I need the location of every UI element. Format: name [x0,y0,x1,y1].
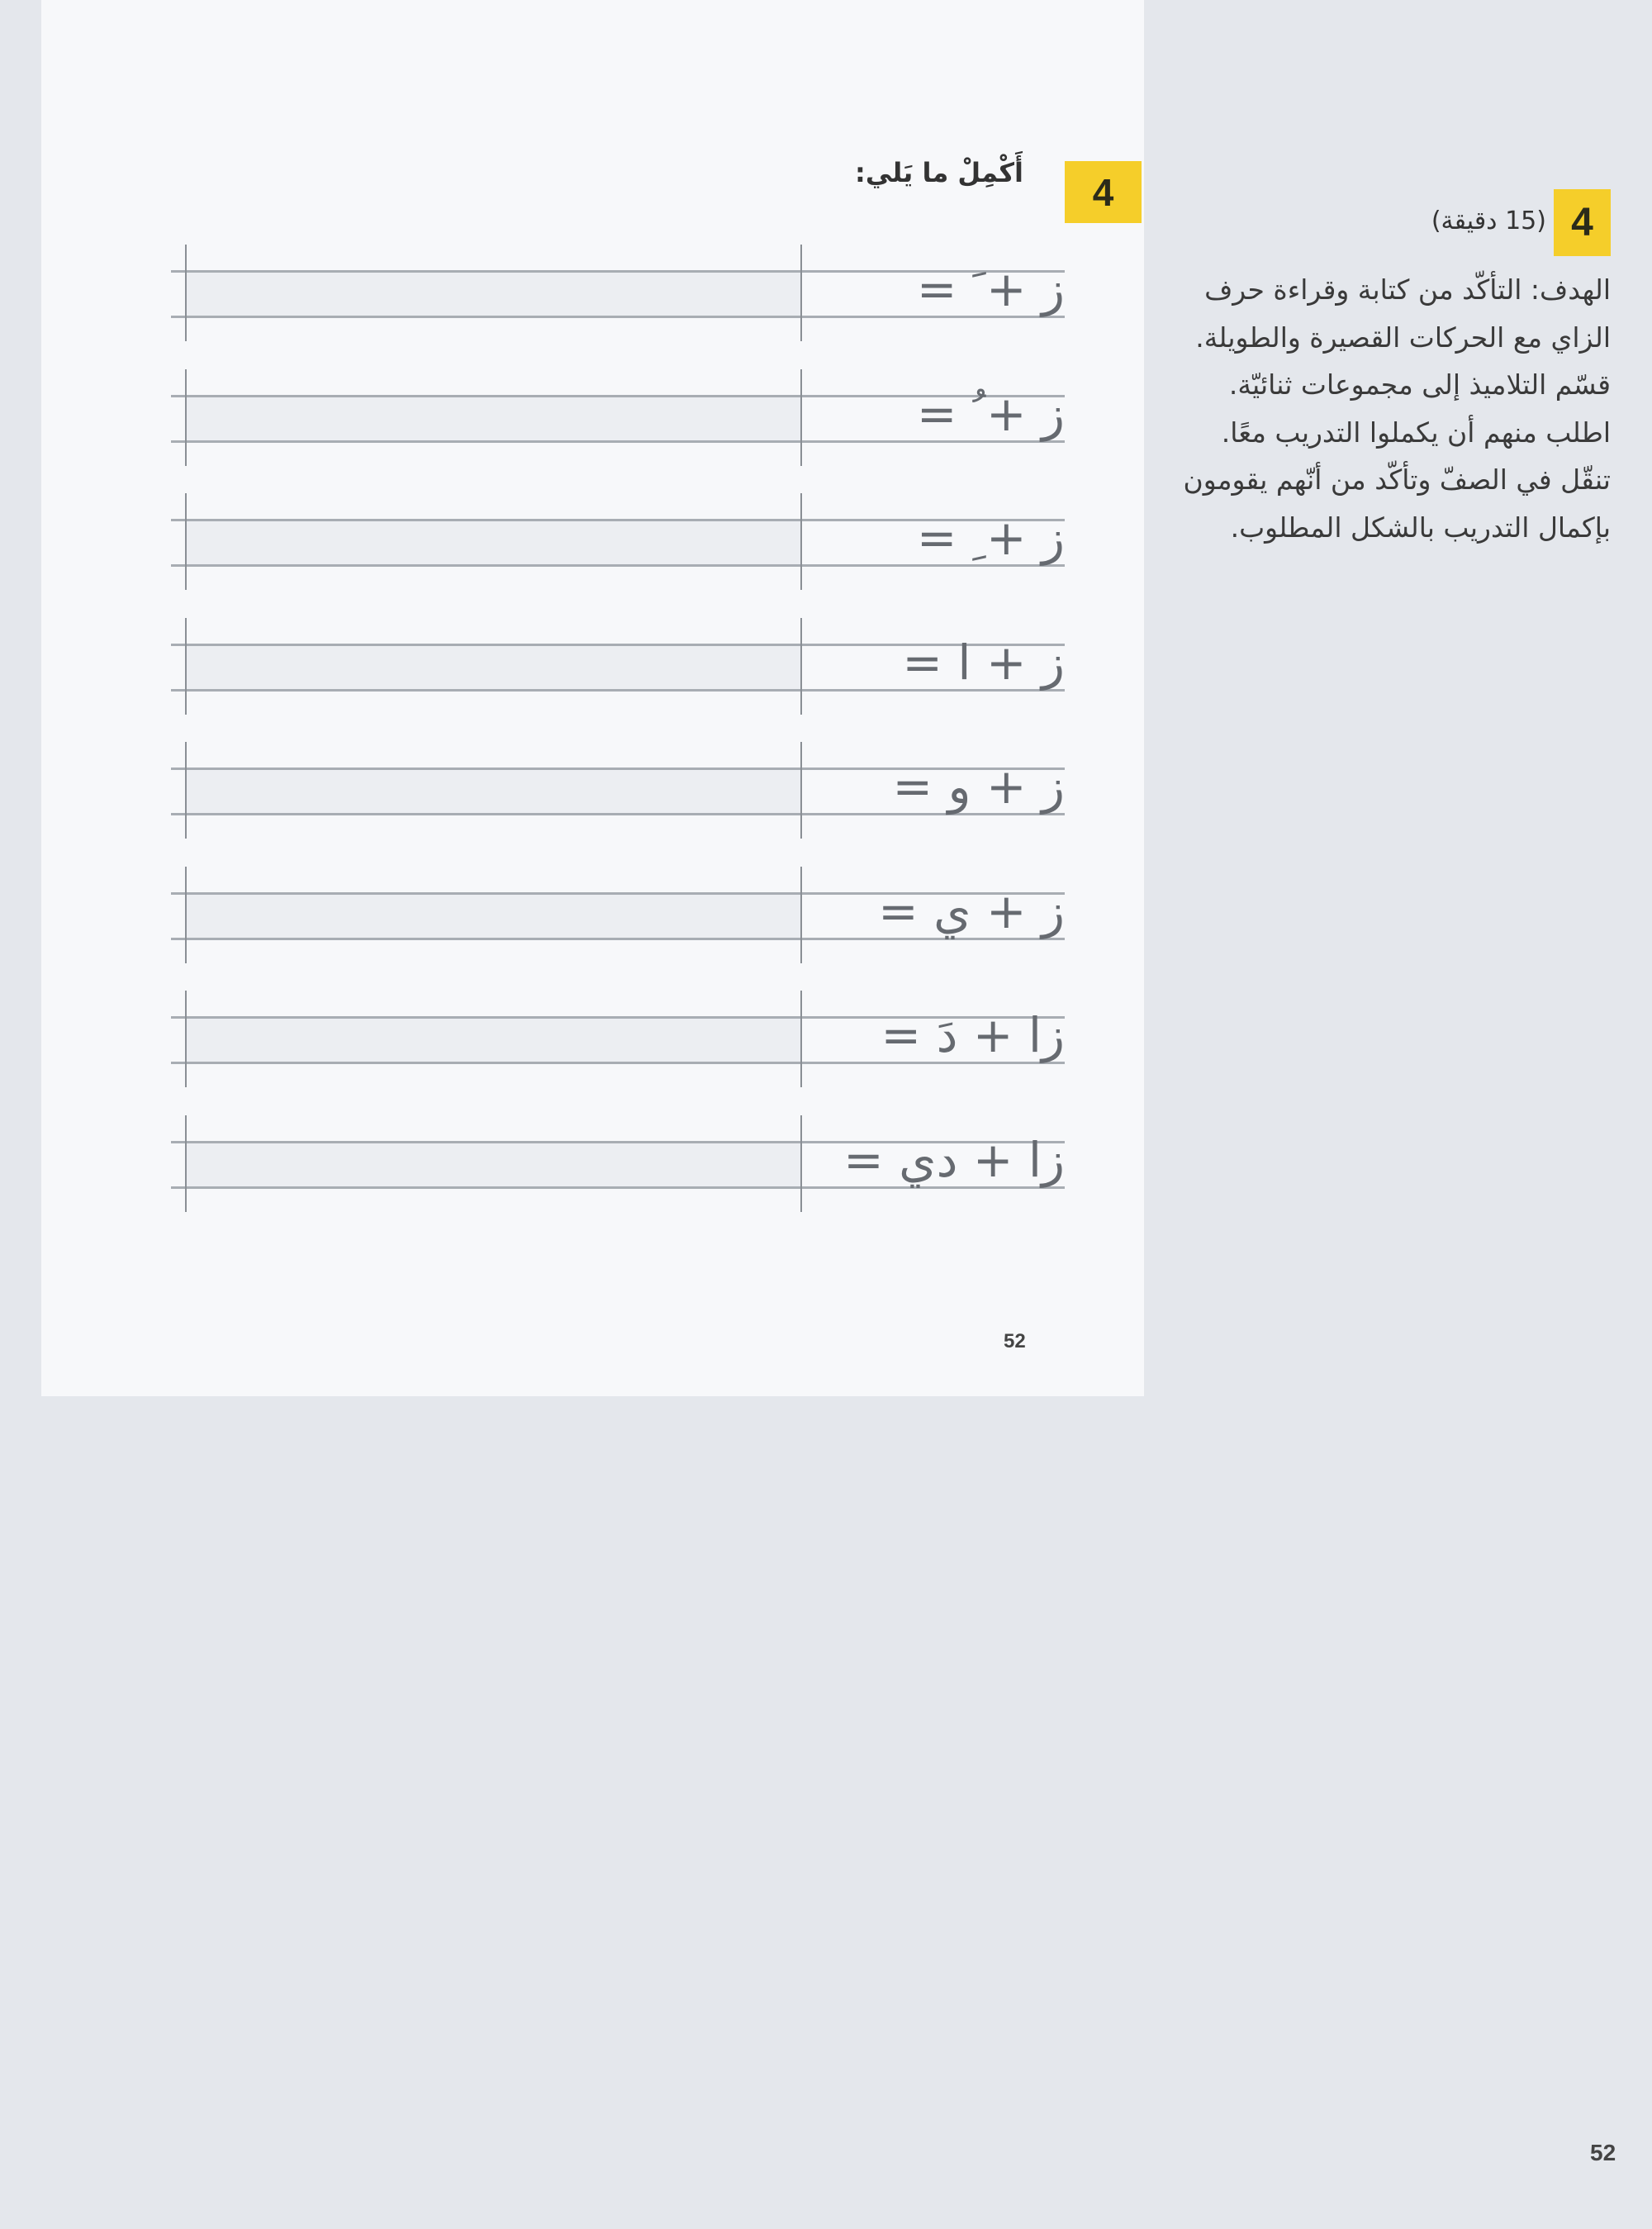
note-line: الهدف: التأكّد من كتابة وقراءة حرف [1204,273,1611,306]
writing-area[interactable] [185,1143,800,1186]
row-expression: زا + دَ = [881,1007,1065,1063]
left-margin-line [185,1115,187,1212]
left-margin-line [185,618,187,715]
row-expression: زا + دي = [843,1131,1065,1188]
left-margin-line [185,742,187,839]
writing-row [171,1115,1065,1212]
writing-row [171,369,1065,466]
teacher-note [1181,266,1611,551]
writing-row [171,618,1065,715]
left-margin-line [185,369,187,466]
note-line: اطلب منهم أن يكملوا التدريب معًا. [1221,416,1611,449]
divider-line [800,618,802,715]
exercise-number-badge: 4 [1065,161,1142,223]
writing-row [171,867,1065,963]
teacher-exercise-badge: 4 [1554,189,1611,256]
divider-line [800,493,802,590]
row-expression: ز + َ = [916,261,1065,317]
writing-area[interactable] [185,273,800,316]
row-expression: ز + ا = [902,634,1065,691]
left-margin-line [185,245,187,341]
exercise-duration: (15 دقيقة) [1431,207,1546,235]
writing-area[interactable] [185,770,800,813]
writing-area[interactable] [185,1019,800,1062]
divider-line [800,991,802,1087]
writing-row [171,742,1065,839]
writing-area[interactable] [185,521,800,564]
writing-row [171,991,1065,1087]
row-expression: ز + ِ = [916,510,1065,566]
note-line: تنقّل في الصفّ وتأكّد من أنّهم يقومون [1183,463,1611,496]
writing-row [171,493,1065,590]
teacher-page-number: 52 [1590,2140,1616,2165]
left-margin-line [185,991,187,1087]
writing-row [171,245,1065,341]
divider-line [800,742,802,839]
writing-area[interactable] [185,397,800,440]
note-line: قسّم التلاميذ إلى مجموعات ثنائيّة. [1228,368,1611,401]
divider-line [800,245,802,341]
note-line: الزاي مع الحركات القصيرة والطويلة. [1195,321,1611,354]
exercise-instruction: أَكْمِلْ ما يَلي: [855,157,1023,188]
writing-area[interactable] [185,895,800,938]
note-line: بإكمال التدريب بالشكل المطلوب. [1230,511,1611,544]
divider-line [800,867,802,963]
divider-line [800,1115,802,1212]
writing-area[interactable] [185,646,800,689]
left-margin-line [185,867,187,963]
row-expression: ز + ي = [878,882,1065,939]
left-margin-line [185,493,187,590]
row-expression: ز + ُ = [916,385,1065,442]
page-number: 52 [1004,1330,1026,1352]
divider-line [800,369,802,466]
student-page [41,0,1144,1396]
row-expression: ز + و = [892,758,1065,815]
